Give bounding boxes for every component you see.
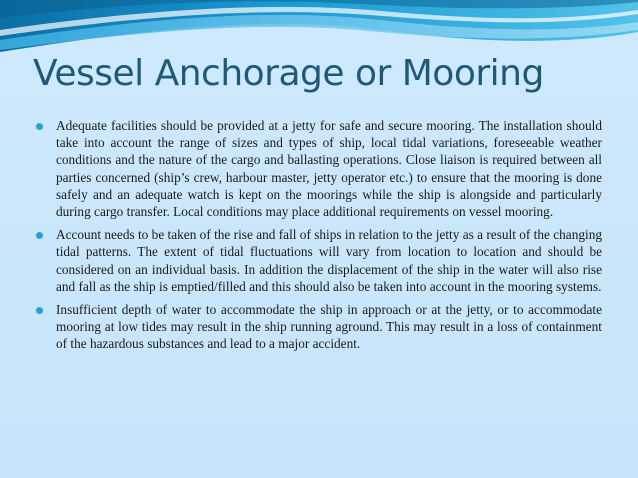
- bullet-dot-icon: [36, 307, 43, 314]
- bullet-item: [36, 117, 602, 220]
- bullet-item: [36, 301, 602, 353]
- bullet-list: [36, 117, 602, 359]
- bullet-text: Insufficient depth of water to accommodate the ship in approach or at the jetty, or to accommodate mooring at low tides may result in the ship running aground. This may result in a loss of containment of the hazardous substances and lead to a major accident.: [56, 302, 602, 352]
- bullet-dot-icon: [36, 232, 43, 239]
- slide-title: Vessel Anchorage or Mooring: [33, 53, 544, 94]
- bullet-item: [36, 226, 602, 295]
- bullet-dot-icon: [36, 123, 43, 130]
- bullet-text: Adequate facilities should be provided at a jetty for safe and secure mooring. The installation should take into account the range of sizes and types of ship, local tidal variations, foreseeable weather conditions and the nature of the cargo and ballasting operations. Close liaison is required between all parties concerned (ship’s crew, harbour master, jetty operator etc.) to ensure that the mooring is done safely and an adequate watch is kept on the moorings while the ship is alongside and particularly during cargo transfer. Local conditions may place additional requirements on vessel mooring.: [56, 118, 602, 220]
- bullet-text: Account needs to be taken of the rise and fall of ships in relation to the jetty as a result of the changing tidal patterns. The extent of tidal fluctuations will vary from location to location and should be considered on an individual basis. In addition the displacement of the ship in the water will also rise and fall as the ship is emptied/filled and this should also be taken into account in the mooring systems.: [56, 227, 602, 294]
